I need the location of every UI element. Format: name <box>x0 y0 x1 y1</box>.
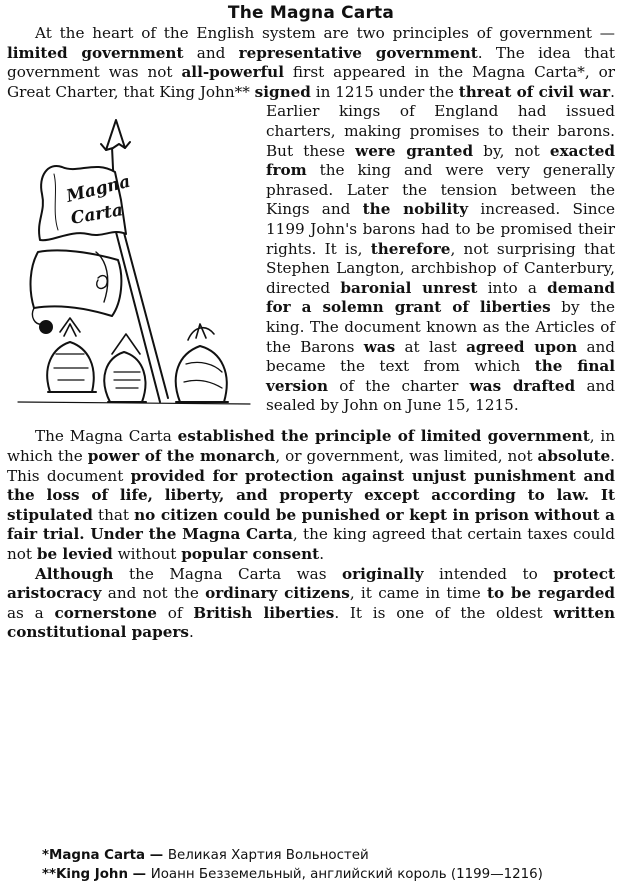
text-run: increased. Since 1199 John's barons had to be promised their rights. It is, <box>266 200 615 258</box>
bold-phrase: provided for protection against unjust punishment and the loss of life, liberty, and property except according to law. It stipulated <box>7 466 615 524</box>
footnote-gloss: Иоанн Безземельный, английский король (1199—1216) <box>150 867 543 882</box>
paragraph-intro <box>7 24 615 102</box>
magna-carta-illustration <box>0 102 262 427</box>
page-title: The Magna Carta <box>227 3 395 23</box>
text-run: of the charter <box>327 376 470 395</box>
knight-helmets-drawing <box>18 318 250 404</box>
bold-phrase: written constitutional papers <box>7 603 616 642</box>
text-run: by the king. The document known as the Articles of the Barons <box>266 298 615 356</box>
footnote-term: *Magna Carta <box>42 848 146 863</box>
text-run: , not surprising that Stephen Langton, archbishop of Canterbury, directed <box>266 239 615 297</box>
bold-phrase: representative government <box>238 43 478 62</box>
bold-phrase: baronial unrest <box>340 278 478 297</box>
paragraph-cornerstone <box>7 565 615 643</box>
text-run: the king and were very generally phrased. Later the tension between the Kings and <box>266 161 615 219</box>
bold-phrase: ordinary citizens <box>205 584 350 603</box>
text-run: as a <box>7 603 55 622</box>
bold-phrase: was drafted <box>469 376 576 395</box>
text-run: into a <box>477 278 548 297</box>
text-run: , or government, was limited, not <box>275 446 538 465</box>
footnote-separator: — <box>128 867 151 882</box>
bold-phrase: protect aristocracy <box>7 564 615 603</box>
footnote-separator: — <box>145 848 168 863</box>
paragraph-limited-government <box>7 427 615 564</box>
text-run: the Magna Carta was <box>113 564 342 583</box>
text-run: first appeared in the Magna Carta*, or Great Charter, that King John** <box>7 63 616 101</box>
text-run: and <box>183 43 239 62</box>
bold-phrase: therefore <box>370 239 451 258</box>
text-run: and sealed by John on June 15, 1215. <box>266 376 616 415</box>
text-run: without <box>112 544 182 563</box>
text-run: , in which the <box>7 427 616 465</box>
bold-phrase: British liberties <box>193 603 335 622</box>
footnote-king-john <box>42 865 543 884</box>
footnote-term: **King John <box>42 867 128 882</box>
bold-phrase: signed <box>254 82 311 101</box>
text-run: . <box>188 623 194 642</box>
text-run: in 1215 under the <box>310 82 459 101</box>
bold-phrase: power of the monarch <box>87 446 276 465</box>
text-run: , the king agreed that certain taxes could not <box>7 525 616 563</box>
footnote-gloss: Великая Хартия Вольностей <box>167 848 369 863</box>
bold-phrase: demand for a solemn grant of liberties <box>266 278 615 317</box>
bold-phrase: Although <box>35 564 114 583</box>
text-run: . The idea that government was not <box>7 43 616 82</box>
text-run: . <box>610 82 615 101</box>
text-run: of <box>156 603 194 622</box>
bold-phrase: popular consent <box>181 544 320 563</box>
bold-phrase: established the principle of limited government <box>177 427 590 446</box>
bold-phrase: was <box>363 337 396 356</box>
text-run: . This document <box>7 446 615 485</box>
bold-phrase: originally <box>342 564 424 583</box>
text-run: that <box>92 505 135 524</box>
text-run: Earlier kings of England had issued charters, making promises to their barons. But these <box>266 102 615 160</box>
bold-phrase: exacted from <box>266 141 616 180</box>
text-run: by, not <box>473 141 550 160</box>
bold-phrase: limited government <box>7 43 184 62</box>
banner-text-line1: Magna <box>64 172 133 208</box>
bold-phrase: to be regarded <box>487 584 615 603</box>
banner-text-line2: Carta <box>69 200 125 230</box>
spear-tip-drawing <box>106 120 125 150</box>
bold-phrase: be levied <box>36 544 113 563</box>
bold-phrase: were granted <box>355 141 474 160</box>
footnote-magna-carta <box>42 846 543 865</box>
text-run: . <box>319 544 325 563</box>
text-run: at last <box>395 337 467 356</box>
bold-phrase: absolute <box>537 446 611 465</box>
bold-phrase: agreed upon <box>466 337 578 356</box>
bold-phrase: no citizen could be punished or kept in prison without a fair trial. Under the Magna Carta <box>7 505 616 544</box>
bold-phrase: cornerstone <box>54 603 157 622</box>
text-run: The Magna Carta <box>35 427 178 446</box>
bold-phrase: the final version <box>266 357 615 395</box>
bold-phrase: the nobility <box>362 200 469 219</box>
footnotes <box>42 846 543 884</box>
text-run: . It is one of the oldest <box>334 603 554 622</box>
text-run: , it came in time <box>349 584 488 603</box>
text-run: At the heart of the English system are two principles of government — <box>35 24 615 42</box>
text-run: and not the <box>101 584 206 603</box>
bold-phrase: all-powerful <box>181 63 284 82</box>
text-run: and became the text from which <box>266 337 615 376</box>
bold-phrase: threat of civil war <box>458 82 611 101</box>
text-run: intended to <box>423 564 554 583</box>
